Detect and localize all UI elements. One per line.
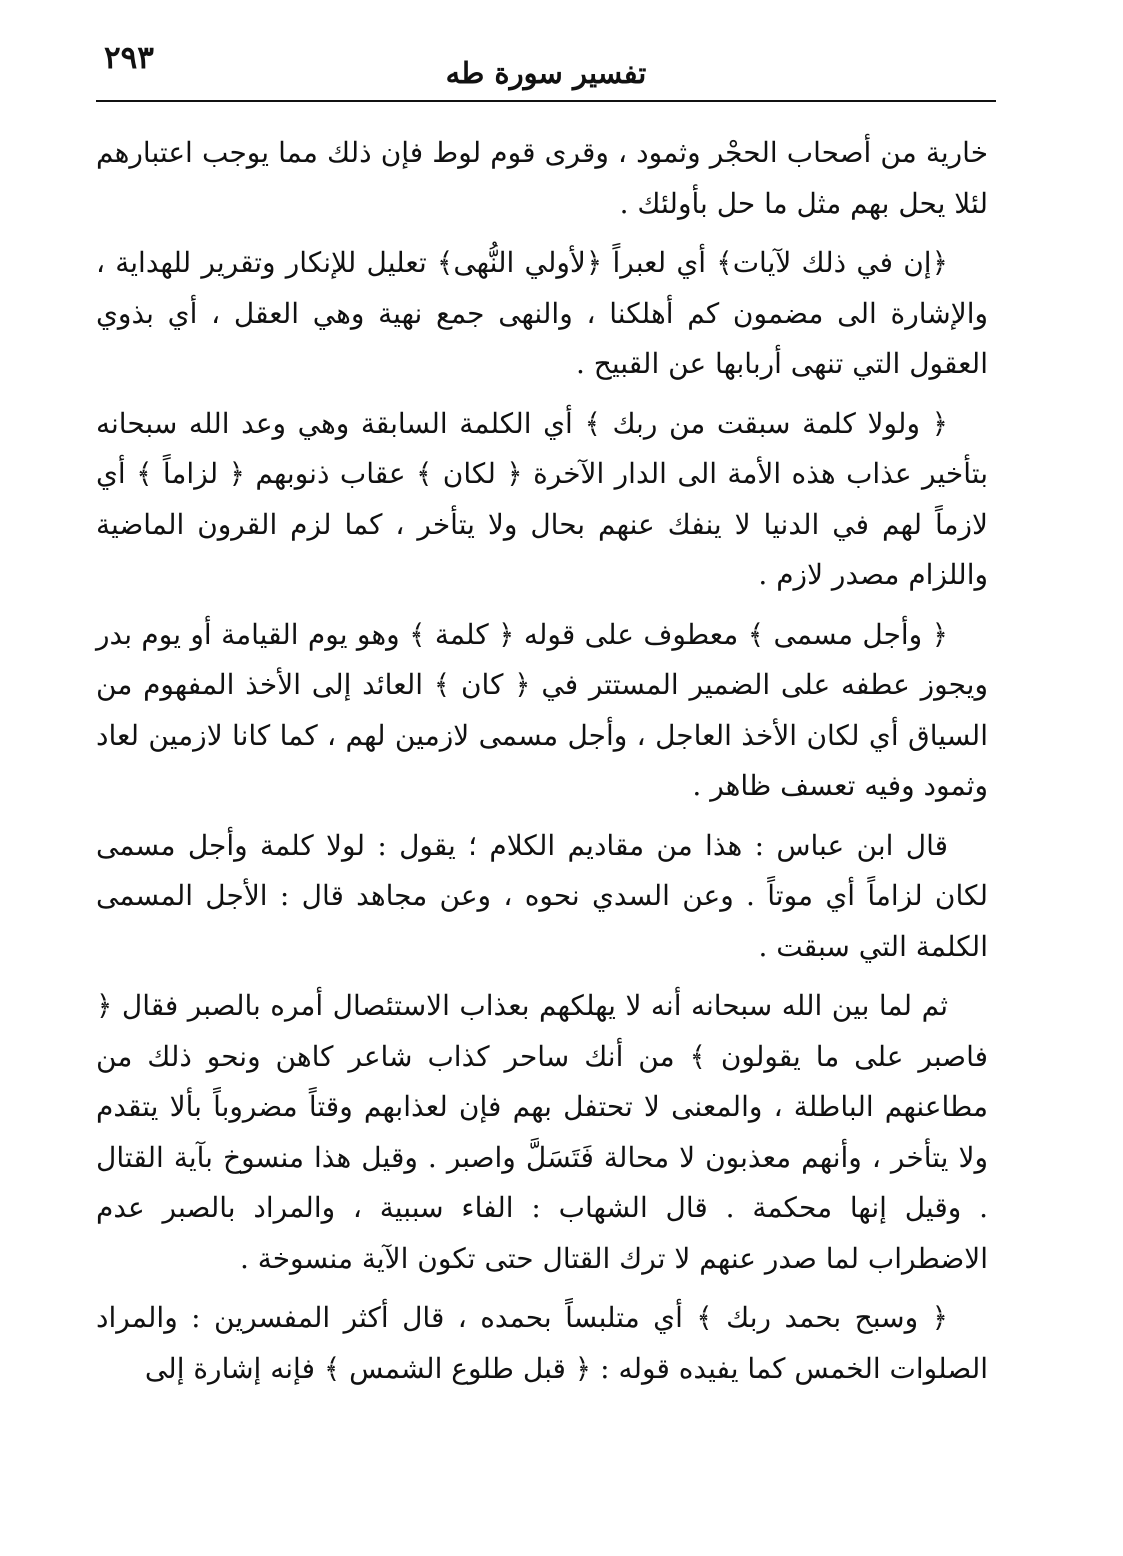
running-title: تفسير سورة طه (445, 56, 647, 90)
body-text (96, 128, 988, 1403)
paragraph: ﴿إن في ذلك لآيات﴾ أي لعبراً ﴿لأولي النُّهى﴾ تعليل للإنكار وتقرير للهداية ، والإشارة الى مضمون كم أهلكنا ، والنهى جمع نهية وهي العقل ، أي بذوي العقول التي تنهى أربابها عن القبيح . (96, 246, 988, 380)
paragraph: قال ابن عباس : هذا من مقاديم الكلام ؛ يقول : لولا كلمة وأجل مسمى لكان لزاماً أي موتاً . وعن السدي نحوه ، وعن مجاهد قال : الأجل المسمى الكلمة التي سبقت . (96, 828, 988, 963)
paragraph: ثم لما بين الله سبحانه أنه لا يهلكهم بعذاب الاستئصال أمره بالصبر فقال ﴿ فاصبر على ما يقولون ﴾ من أنك ساحر كذاب شاعر كاهن ونحو ذلك من مطاعنهم الباطلة ، والمعنى لا تحتفل بهم فإن لعذابهم وقتاً مضروباً بألا يتقدم ولا يتأخر ، وأنهم معذبون لا محالة فَتَسَلَّ واصبر . وقيل هذا منسوخ بآية القتال . وقيل إنها محكمة . قال الشهاب : الفاء سببية ، والمراد بالصبر عدم الاضطراب لما صدر عنهم لا ترك القتال حتى تكون الآية منسوخة . (96, 989, 988, 1275)
page-header (96, 40, 996, 102)
paragraph: ﴿ وأجل مسمى ﴾ معطوف على قوله ﴿ كلمة ﴾ وهو يوم القيامة أو يوم بدر ويجوز عطفه على الضمير المستتر في ﴿ كان ﴾ العائد إلى الأخذ المفهوم من السياق أي لكان الأخذ العاجل ، وأجل مسمى لازمين لهم ، كما كانا لازمين لعاد وثمود وفيه تعسف ظاهر . (96, 617, 988, 802)
paragraph: ﴿ ولولا كلمة سبقت من ربك ﴾ أي الكلمة السابقة وهي وعد الله سبحانه بتأخير عذاب هذه الأمة الى الدار الآخرة ﴿ لكان ﴾ عقاب ذنوبهم ﴿ لزاماً ﴾ أي لازماً لهم في الدنيا لا ينفك عنهم بحال ولا يتأخر ، كما لزم القرون الماضية واللزام مصدر لازم . (96, 406, 988, 591)
header-rule (96, 100, 996, 102)
page-number: ٢٩٣ (104, 40, 154, 76)
paragraph: ﴿ وسبح بحمد ربك ﴾ أي متلبساً بحمده ، قال أكثر المفسرين : والمراد الصلوات الخمس كما يفيده قوله : ﴿ قبل طلوع الشمس ﴾ فإنه إشارة إلى (96, 1301, 988, 1385)
paragraph: خارية من أصحاب الحجْر وثمود ، وقرى قوم لوط فإن ذلك مما يوجب اعتبارهم لئلا يحل بهم مثل ما حل بأولئك . (96, 136, 988, 220)
